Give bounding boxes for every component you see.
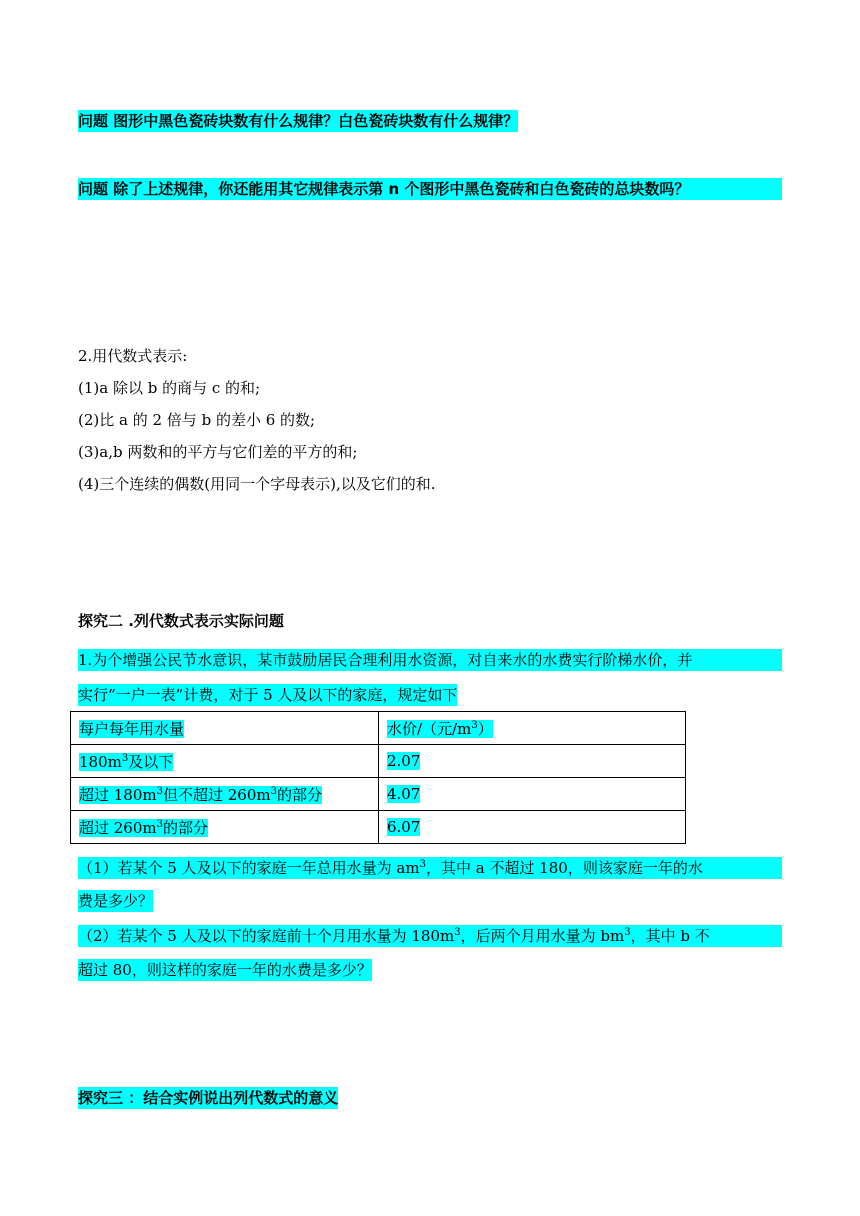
superscript: 3 (471, 719, 478, 731)
explore-2-heading: 探究二 .列代数式表示实际问题 (78, 612, 284, 630)
table-row (71, 778, 686, 811)
exercise-2-item: (3)a,b 两数和的平方与它们差的平方的和; (78, 443, 358, 461)
question-total-count: 问题 除了上述规律，你还能用其它规律表示第 n 个图形中黑色瓷砖和白色瓷砖的总块数吗？ (78, 178, 782, 200)
cell-text: 及以下 (128, 752, 174, 771)
cell-text: 超过 260m (79, 818, 157, 837)
explore-2-intro-line-2: 实行“一户一表”计费，对于 5 人及以下的家庭，规定如下 (78, 686, 458, 704)
sub-question-1-line-2: 费是多少？ (78, 892, 154, 910)
table-row (71, 811, 686, 844)
superscript: 3 (624, 927, 631, 938)
cell-text: 180m (79, 752, 122, 771)
question-tile-pattern: 问题 图形中黑色瓷砖块数有什么规律？白色瓷砖块数有什么规律？ (78, 112, 519, 130)
superscript: 3 (419, 859, 426, 870)
table-cell (379, 778, 686, 811)
superscript: 3 (156, 818, 163, 830)
tier-1-price: 2.07 (387, 752, 421, 770)
table-cell (71, 745, 379, 778)
header-usage: 每户每年用水量 (79, 719, 185, 738)
cell-text: 超过 180m (79, 785, 157, 804)
exercise-2-item: (1)a 除以 b 的商与 c 的和; (78, 379, 261, 397)
table-row (71, 712, 686, 745)
header-price (387, 720, 493, 738)
tier-3-price: 6.07 (387, 818, 421, 836)
explore-3-heading: 探究三 ：结合实例说出列代数式的意义 (78, 1089, 339, 1107)
superscript: 3 (270, 785, 277, 797)
cell-text: 的部分 (163, 818, 209, 837)
table-cell (71, 712, 379, 745)
table-cell (71, 811, 379, 844)
tier-1-usage (79, 753, 173, 771)
tier-3-usage (79, 819, 208, 837)
water-price-table (70, 711, 686, 844)
explore-2-intro-line-1: 1.为个增强公民节水意识，某市鼓励居民合理利用水资源，对自来水的水费实行阶梯水价，并 (78, 649, 782, 671)
sub-question-text: （1）若某个 5 人及以下的家庭一年总用水量为 am (78, 859, 420, 877)
sub-question-text: ，后两个月用水量为 bm (460, 927, 625, 945)
table-cell (379, 745, 686, 778)
tier-2-usage (79, 786, 322, 804)
sub-question-2-line-1 (78, 925, 782, 947)
sub-question-text: （2）若某个 5 人及以下的家庭前十个月用水量为 180m (78, 927, 455, 945)
superscript: 3 (156, 785, 163, 797)
exercise-2-title: 2.用代数式表示: (78, 347, 188, 365)
tier-2-price: 4.07 (387, 785, 421, 803)
header-price-text: 水价/（元/m (387, 719, 472, 738)
sub-question-text: ，其中 b 不 (630, 927, 710, 945)
table-cell (379, 811, 686, 844)
cell-text: 的部分 (277, 785, 323, 804)
sub-question-1-line-1 (78, 857, 782, 879)
cell-text: 但不超过 260m (163, 785, 271, 804)
header-price-text: ） (477, 719, 493, 738)
superscript: 3 (454, 927, 461, 938)
superscript: 3 (121, 752, 129, 764)
table-row (71, 745, 686, 778)
table-cell (71, 778, 379, 811)
exercise-2-item: (4)三个连续的偶数(用同一个字母表示),以及它们的和. (78, 475, 436, 493)
sub-question-text: ，其中 a 不超过 180，则该家庭一年的水 (425, 859, 703, 877)
table-cell (379, 712, 686, 745)
exercise-2 (78, 340, 436, 500)
exercise-2-item: (2)比 a 的 2 倍与 b 的差小 6 的数; (78, 411, 316, 429)
sub-question-2-line-2: 超过 80，则这样的家庭一年的水费是多少？ (78, 961, 372, 979)
